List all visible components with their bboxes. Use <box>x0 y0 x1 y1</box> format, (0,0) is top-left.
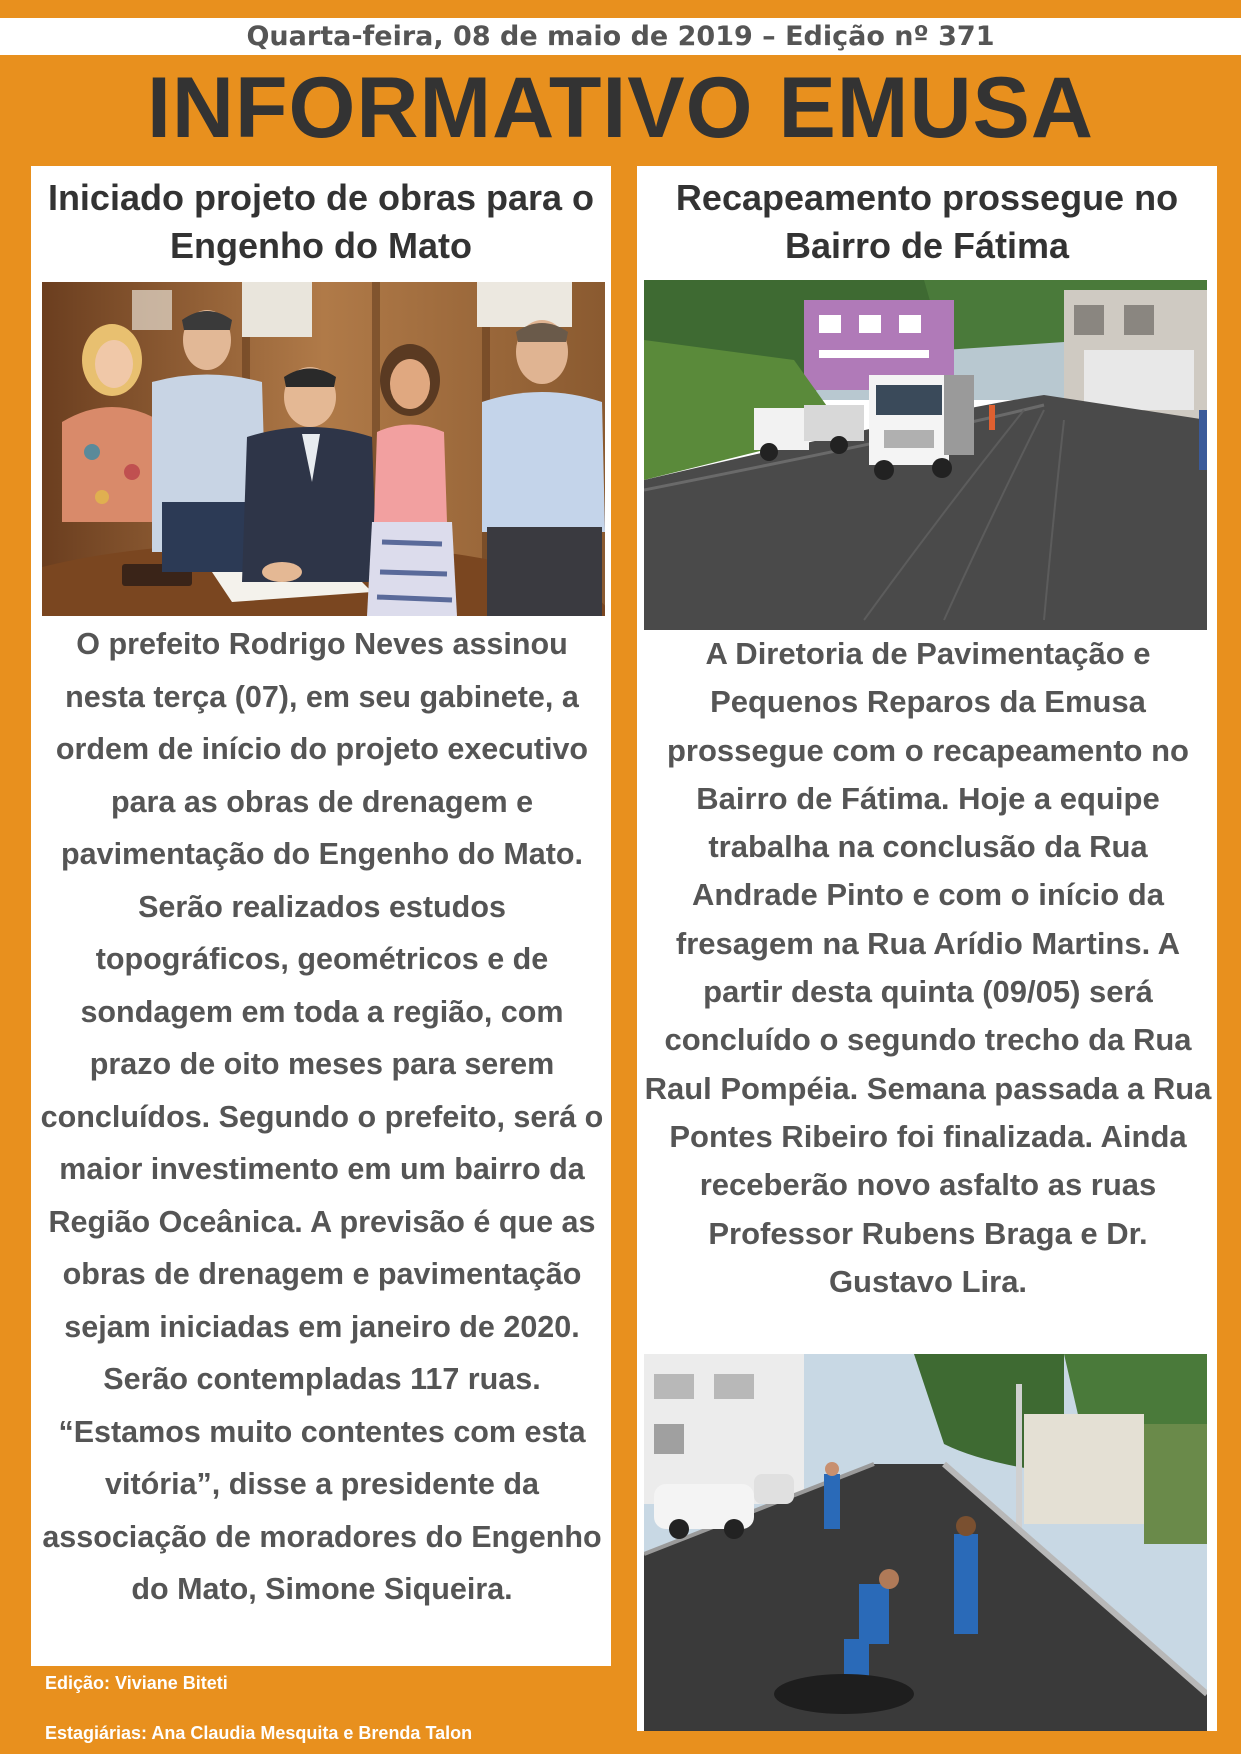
right-article-body: A Diretoria de Pavimentação e Pequenos Reparos da Emusa prossegue com o recapeamento no Bairro de Fátima. Hoje a equipe trabalha na conclusão da Rua Andrade Pinto e com o início da fresagem na Rua Arídio Martins. A partir desta quinta (09/05) será concluído o segundo trecho da Rua Raul Pompéia. Semana passada a Rua Pontes Ribeiro foi finalizada. Ainda receberão novo asfalto as ruas Professor Rubens Braga e Dr. Gustavo Lira. <box>644 636 1212 1299</box>
left-article-headline: Iniciado projeto de obras para o Engenho do Mato <box>47 177 595 266</box>
resurfacing-trucks-photo <box>644 280 1207 630</box>
interns-credit: Estagiárias: Ana Claudia Mesquita e Brenda Talon <box>45 1723 473 1743</box>
signing-ceremony-photo <box>42 282 605 616</box>
right-article-headline: Recapeamento prossegue no Bairro de Fátima <box>675 177 1179 266</box>
left-article <box>31 166 611 1666</box>
left-article-body: O prefeito Rodrigo Neves assinou nesta terça (07), em seu gabinete, a ordem de início do projeto executivo para as obras de drenagem e pavimentação do Engenho do Mato. Serão realizados estudos topográficos, geométricos e de sondagem em toda a região, com prazo de oito meses para serem concluídos. Segundo o prefeito, será o maior investimento em um bairro da Região Oceânica. A previsão é que as obras de drenagem e pavimentação sejam iniciadas em janeiro de 2020. Serão contempladas 117 ruas. “Estamos muito contentes com esta vitória”, disse a presidente da associação de moradores do Engenho do Mato, Simone Siqueira. <box>40 627 604 1606</box>
dateline: Quarta-feira, 08 de maio de 2019 – Edição nº 371 <box>0 18 1241 55</box>
masthead-title: INFORMATIVO EMUSA <box>146 60 1095 156</box>
right-article <box>637 166 1217 1731</box>
editor-credit: Edição: Viviane Biteti <box>45 1673 228 1693</box>
street-paving-workers-photo <box>644 1354 1207 1731</box>
